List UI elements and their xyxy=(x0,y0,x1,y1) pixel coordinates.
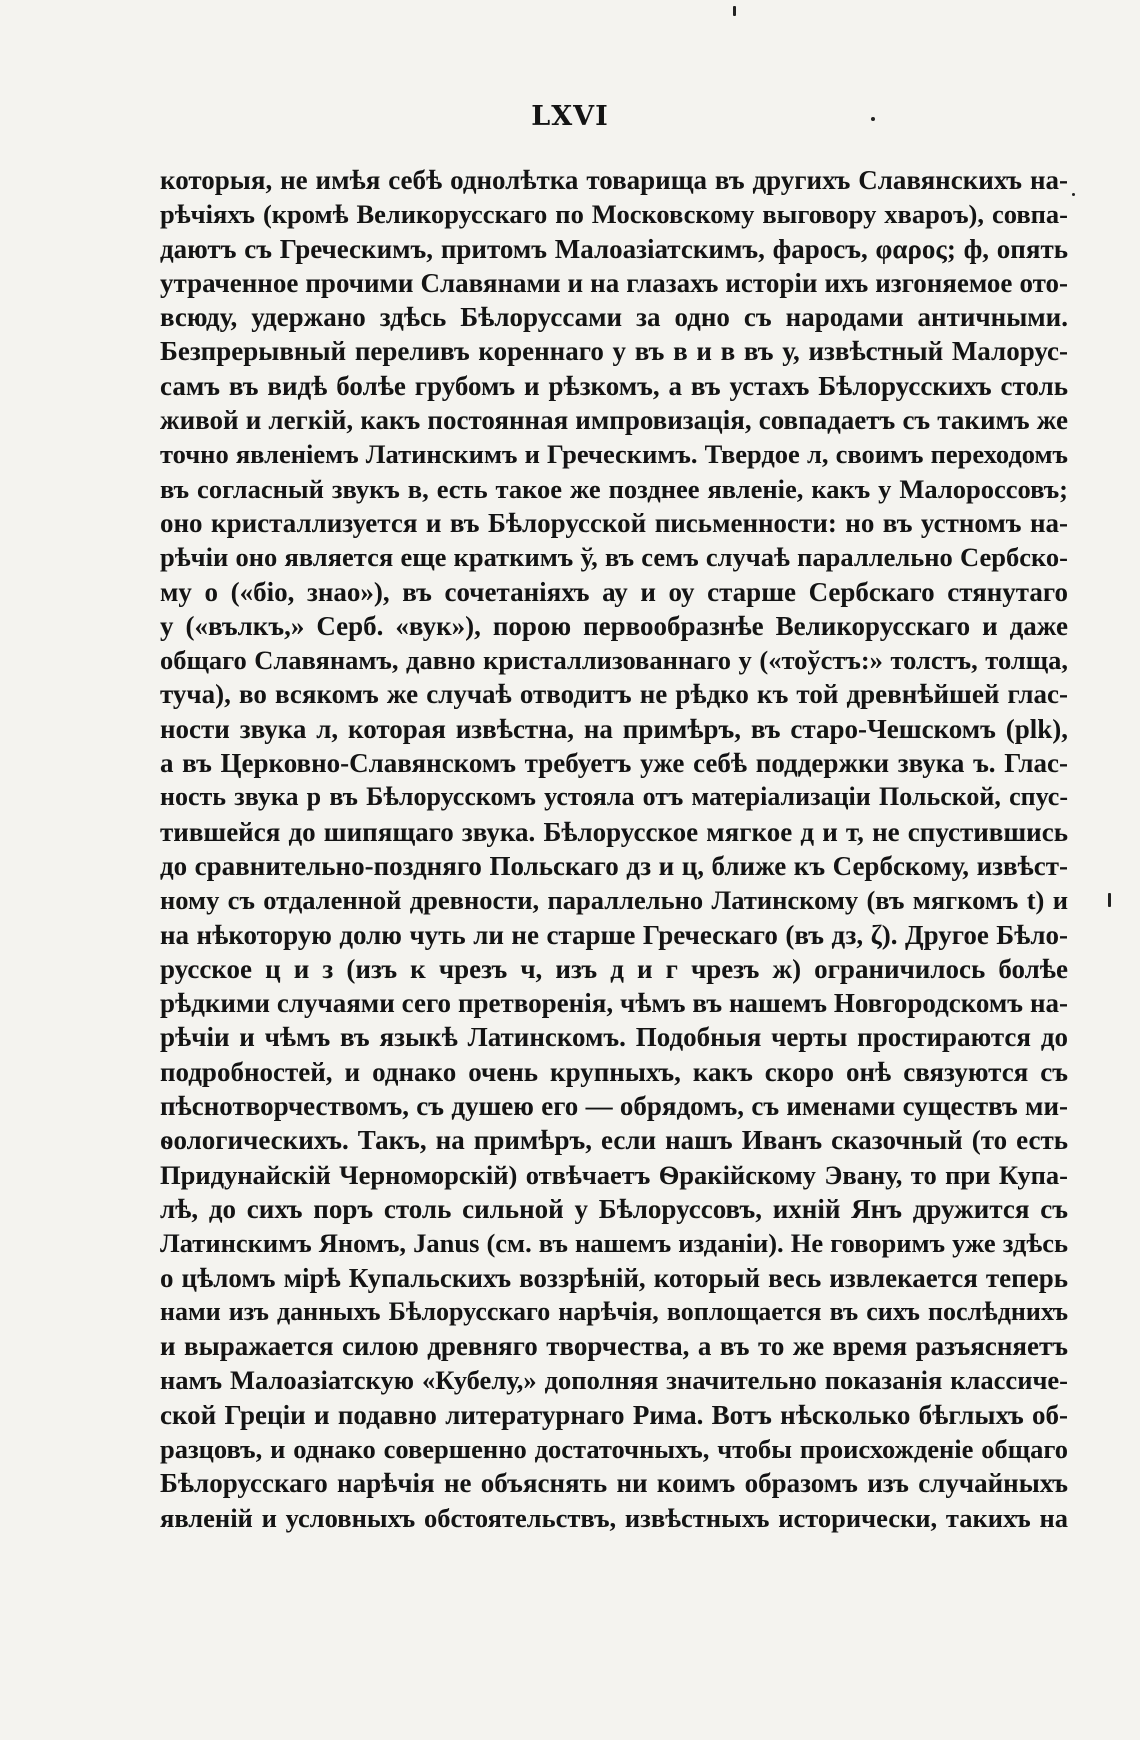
text-line: пѣснотворчествомъ, съ душею его — обрядомъ, съ именами существъ ми- xyxy=(160,1091,1068,1122)
text-line: оно кристаллизуется и въ Бѣлорусской письменности: но въ устномъ на- xyxy=(160,507,1068,538)
text-line: подробностей, и однако очень крупныхъ, какъ скоро онѣ связуются съ xyxy=(160,1056,1068,1087)
text-line: ность звука р въ Бѣлорусскомъ устояла отъ матеріализаціи Польской, спус- xyxy=(160,782,1068,812)
text-line: лѣ, до сихъ поръ столь сильной у Бѣлоруссовъ, ихній Янъ дружится съ xyxy=(160,1193,1068,1224)
text-line: рѣдкими случаями сего претворенія, чѣмъ въ нашемъ Новгородскомъ на- xyxy=(160,988,1068,1019)
text-line: а въ Церковно-Славянскомъ требуетъ уже себѣ поддержки звука ъ. Глас- xyxy=(160,748,1068,779)
text-line: Латинскимъ Яномъ, Janus (см. въ нашемъ изданіи). Не говоримъ уже здѣсь xyxy=(160,1228,1068,1259)
print-speck xyxy=(1072,193,1075,196)
text-line: общаго Славянамъ, давно кристаллизованнаго у («тоўстъ:» толстъ, толща, xyxy=(160,645,1068,676)
text-line: тившейся до шипящаго звука. Бѣлорусское мягкое д и т, не спустившись xyxy=(160,816,1068,847)
text-line: разцовъ, и однако совершенно достаточныхъ, чтобы происхожденіе общаго xyxy=(160,1433,1068,1464)
text-line: нами изъ данныхъ Бѣлорусскаго нарѣчія, воплощается въ сихъ послѣднихъ xyxy=(160,1296,1068,1326)
text-line: въ согласный звукъ в, есть такое же позднее явленіе, какъ у Малороссовъ; xyxy=(160,473,1068,504)
text-line: рѣчіи оно является еще краткимъ ў, въ семъ случаѣ параллельно Сербско- xyxy=(160,542,1068,573)
text-line: Безпрерывный переливъ кореннаго у въ в и в въ у, извѣстный Малорус- xyxy=(160,336,1068,367)
page-number: LXVI xyxy=(531,101,609,132)
text-line: о цѣломъ мірѣ Купальскихъ воззрѣній, который весь извлекается теперь xyxy=(160,1262,1068,1293)
text-line: туча), во всякомъ же случаѣ отводитъ не рѣдко къ той древнѣйшей глас- xyxy=(160,679,1068,710)
text-line: утраченное прочими Славянами и на глазахъ исторіи ихъ изгоняемое ото- xyxy=(160,267,1068,298)
text-line: до сравнительно-поздняго Польскаго дз и ц, ближе къ Сербскому, извѣст- xyxy=(160,850,1068,881)
text-line: точно явленіемъ Латинскимъ и Греческимъ. Твердое л, своимъ переходомъ xyxy=(160,439,1068,470)
text-line: ности звука л, которая извѣстна, на примѣръ, въ старо-Чешскомъ (plk), xyxy=(160,713,1068,744)
text-line: рѣчіи и чѣмъ въ языкѣ Латинскомъ. Подобныя черты простираются до xyxy=(160,1022,1068,1053)
text-line: явленій и условныхъ обстоятельствъ, извѣстныхъ исторически, такихъ на xyxy=(160,1502,1068,1533)
text-line: Придунайскій Черноморскій) отвѣчаетъ Ѳракійскому Эвану, то при Купа- xyxy=(160,1159,1068,1190)
text-line: даютъ съ Греческимъ, притомъ Малоазіатскимъ, фаросъ, φαρος; ф, опять xyxy=(160,233,1068,264)
text-line: ѳологическихъ. Такъ, на примѣръ, если нашъ Иванъ сказочный (то есть xyxy=(160,1125,1068,1156)
print-speck xyxy=(1108,893,1111,907)
body-text xyxy=(160,163,1068,1535)
text-line: русское ц и з (изъ к чрезъ ч, изъ д и г чрезъ ж) ограничилось болѣе xyxy=(160,953,1068,984)
text-line: ской Греціи и подавно литературнаго Рима. Вотъ нѣсколько бѣглыхъ об- xyxy=(160,1399,1068,1430)
text-line: рѣчіяхъ (кромѣ Великорусскаго по Московскому выговору хвароъ), совпа- xyxy=(160,199,1068,230)
text-line: му о («біо, знао»), въ сочетаніяхъ ау и оу старше Сербскаго стянутаго xyxy=(160,576,1068,607)
text-line: намъ Малоазіатскую «Кубелу,» дополняя значительно показанія классиче- xyxy=(160,1365,1068,1396)
text-line: у («вълкъ,» Серб. «вук»), порою первообразнѣе Великорусскаго и даже xyxy=(160,610,1068,641)
text-line: самъ въ видѣ болѣе грубомъ и рѣзкомъ, а въ устахъ Бѣлорусскихъ столь xyxy=(160,370,1068,401)
text-line: Бѣлорусскаго нарѣчія не объяснять ни коимъ образомъ изъ случайныхъ xyxy=(160,1468,1068,1499)
text-line: всюду, удержано здѣсь Бѣлоруссами за одно съ народами античными. xyxy=(160,302,1068,333)
text-line: на нѣкоторую долю чуть ли не старше Греческаго (въ дз, ζ). Другое Бѣло- xyxy=(160,919,1068,950)
text-line: живой и легкій, какъ постоянная импровизація, совпадаетъ съ такимъ же xyxy=(160,405,1068,436)
text-line: и выражается силою древняго творчества, а въ то же время разъясняетъ xyxy=(160,1331,1068,1362)
text-line: ному съ отдаленной древности, параллельно Латинскому (въ мягкомъ t) и xyxy=(160,885,1068,916)
text-line: которыя, не имѣя себѣ однолѣтка товарища въ другихъ Славянскихъ на- xyxy=(160,165,1068,195)
print-speck xyxy=(733,6,736,16)
